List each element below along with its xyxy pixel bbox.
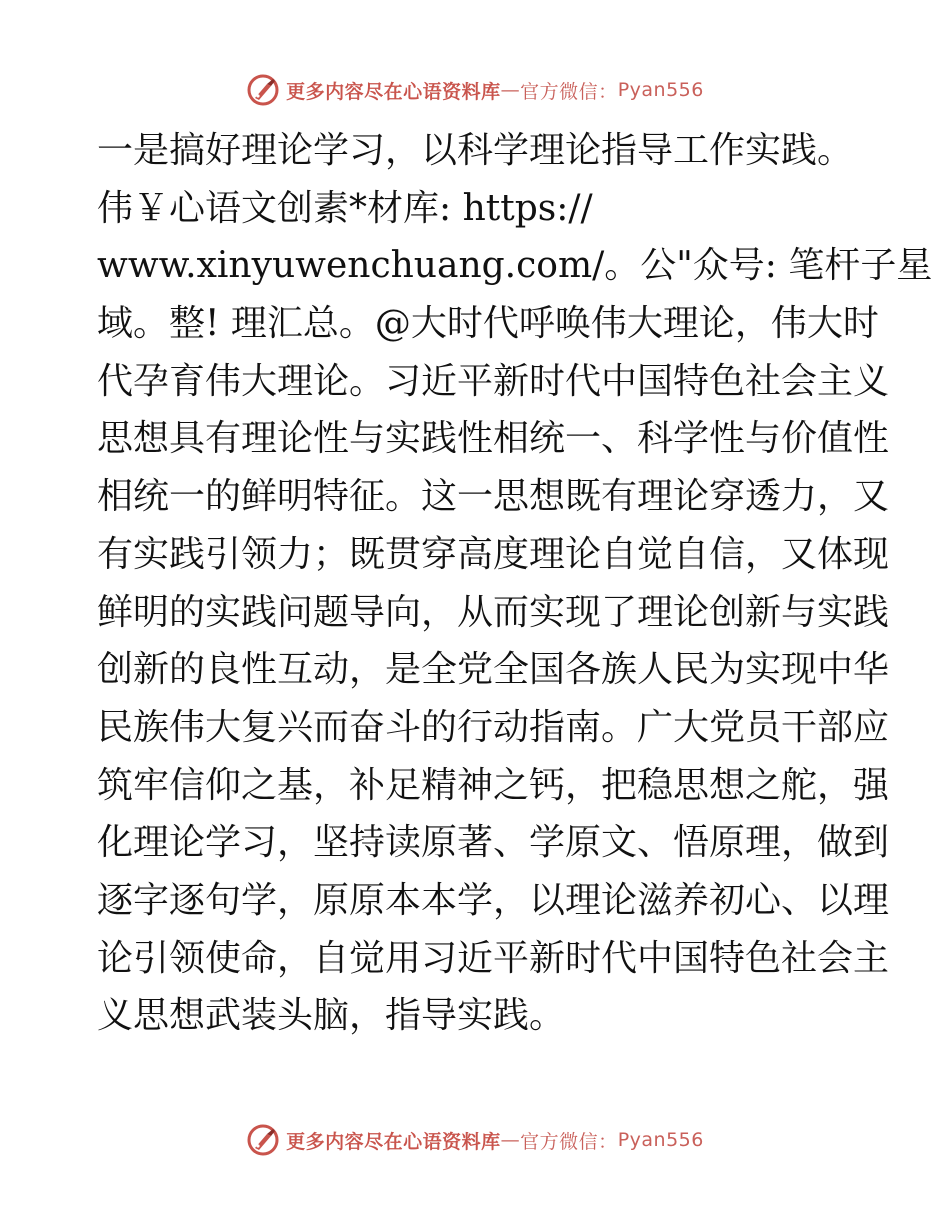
footer-wechat-id: Pyan556	[617, 1129, 704, 1151]
body-line: 相统一的鲜明特征。这一思想既有理论穿透力，又	[97, 476, 890, 518]
header-brand-text: 更多内容尽在心语资料库	[286, 80, 501, 103]
body-line: www.xinyuwenchuang.com/。公"众号: 笔杆子星	[97, 245, 933, 287]
body-line: 域。整! 理汇总。@大时代呼唤伟大理论，伟大时	[97, 303, 879, 345]
body-line: 民族伟大复兴而奋斗的行动指南。广大党员干部应	[97, 706, 890, 748]
footer-wechat-label: 官方微信：	[520, 1130, 618, 1153]
header-separator: —	[500, 79, 521, 101]
pen-logo-icon	[246, 73, 280, 107]
body-line: 逐字逐句学，原原本本学，以理论滋养初心、以理	[97, 879, 890, 921]
body-line: 义思想武装头脑，指导实践。	[97, 995, 566, 1037]
header-wechat-label: 官方微信：	[520, 80, 618, 103]
body-line: 一是搞好理论学习，以科学理论指导工作实践。	[97, 130, 854, 171]
header-watermark	[0, 70, 950, 110]
header-wechat-id: Pyan556	[617, 79, 704, 101]
body-line: 化理论学习，坚持读原著、学原文、悟原理，做到	[97, 822, 890, 864]
body-line: 创新的良性互动，是全党全国各族人民为实现中华	[97, 649, 890, 691]
document-body	[97, 122, 933, 1045]
body-line: 思想具有理论性与实践性相统一、科学性与价值性	[97, 418, 890, 460]
pen-logo-icon	[246, 1123, 280, 1157]
body-line: 鲜明的实践问题导向，从而实现了理论创新与实践	[97, 591, 890, 633]
body-line: 代孕育伟大理论。习近平新时代中国特色社会主义	[97, 360, 890, 402]
body-line: 论引领使命，自觉用习近平新时代中国特色社会主	[97, 937, 890, 979]
body-line: 筑牢信仰之基，补足精神之钙，把稳思想之舵，强	[97, 764, 890, 806]
body-line: 有实践引领力；既贯穿高度理论自觉自信，又体现	[97, 533, 890, 575]
footer-brand-text: 更多内容尽在心语资料库	[286, 1130, 501, 1153]
footer-watermark	[0, 1120, 950, 1160]
body-line: 伟￥心语文创素*材库: https://	[97, 187, 593, 229]
footer-separator: —	[500, 1129, 521, 1151]
